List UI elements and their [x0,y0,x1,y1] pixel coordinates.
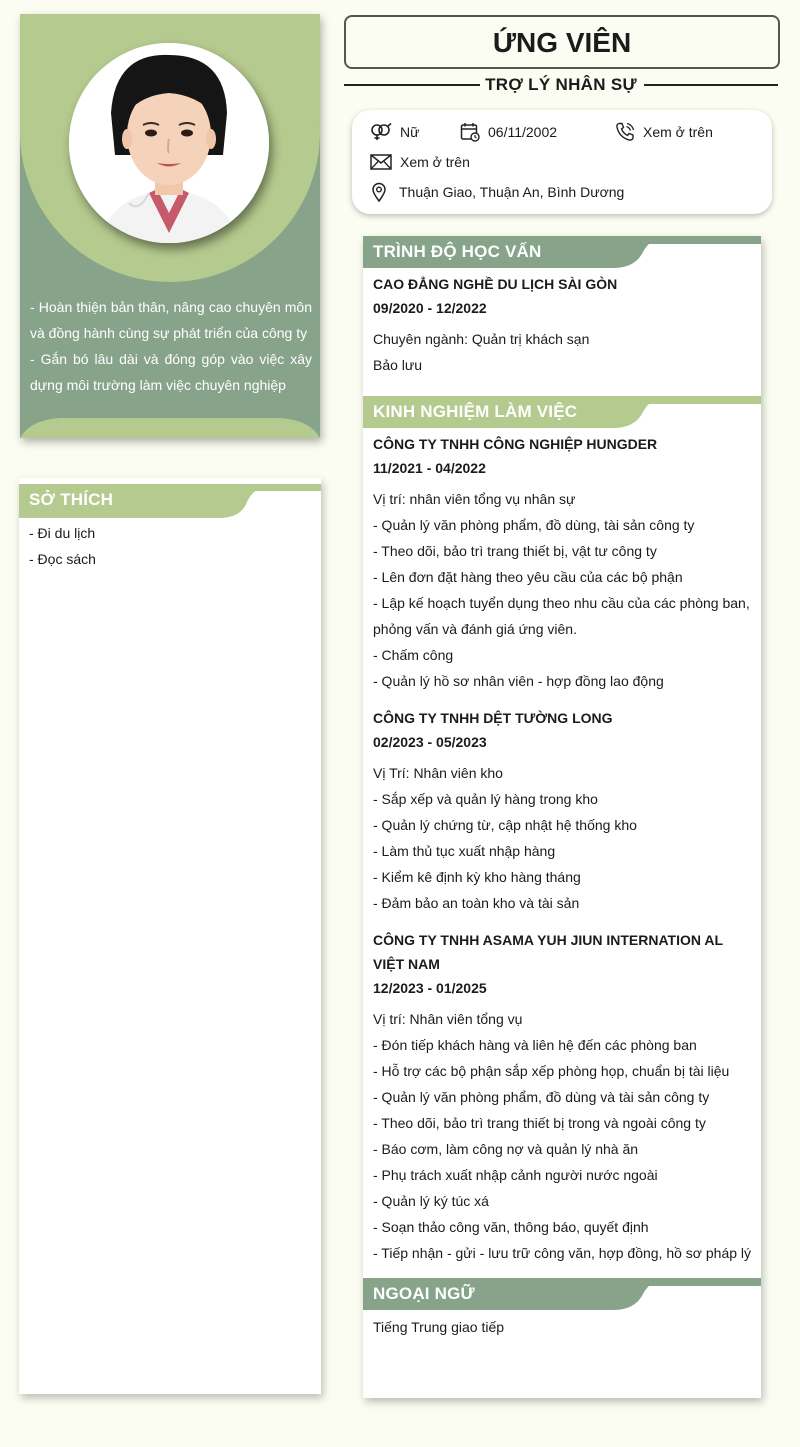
company-name: CÔNG TY TNHH DỆT TƯỜNG LONG [373,710,613,726]
list-item: - Đi du lịch [29,525,96,541]
company-name: CÔNG TY TNHH CÔNG NGHIỆP HUNGDER [373,436,658,452]
phone-value: Xem ở trên [643,124,713,140]
company-name: CÔNG TY TNHH ASAMA YUH JIUN INTERNATION AL VIỆT NAM [373,932,723,972]
education-entry [363,268,761,378]
education-date: 09/2020 - 12/2022 [373,300,487,316]
job-line: Vị trí: nhân viên tổng vụ nhân sự [373,491,576,507]
objective-line: - Gắn bó lâu dài và đóng góp vào việc xây dựng môi trường làm việc chuyên nghiệp [30,351,312,393]
phone-icon [615,122,635,142]
job-line: - Soạn thảo công văn, thông báo, quyết định [373,1219,649,1235]
school-name: CAO ĐẲNG NGHỀ DU LỊCH SÀI GÒN [373,276,618,292]
language-line: Tiếng Trung giao tiếp [373,1319,505,1335]
education-header [363,236,761,268]
role-row [344,74,778,96]
contact-gender [370,122,419,142]
contact-birthday [460,122,557,142]
job-line: - Quản lý hồ sơ nhân viên - hợp đồng lao động [373,673,664,689]
job-line: - Theo dõi, bảo trì trang thiết bị, vật tư công ty [373,543,657,559]
contact-box [352,110,772,214]
education-line: Bảo lưu [373,357,423,373]
job-line: - Chấm công [373,647,454,663]
experience-title: KINH NGHIỆM LÀM VIỆC [373,402,578,421]
email-value: Xem ở trên [400,154,470,170]
job-date: 12/2023 - 01/2025 [373,980,487,996]
job-line: - Quản lý văn phòng phẩm, đồ dùng và tài sản công ty [373,1089,710,1105]
birthday-value: 06/11/2002 [488,124,558,140]
job-date: 11/2021 - 04/2022 [373,460,486,476]
job-line: - Theo dõi, bảo trì trang thiết bị trong và ngoài công ty [373,1115,706,1131]
calendar-icon [460,122,480,142]
job-title: TRỢ LÝ NHÂN SỰ [485,75,637,94]
card-bottom-wave [20,416,320,438]
languages-header [363,1278,761,1310]
location-icon [371,182,391,202]
job-entry [363,916,761,1266]
hobbies-header [19,484,321,516]
profile-card [20,14,320,438]
contact-phone [615,122,713,142]
gender-value: Nữ [400,124,420,140]
languages-title: NGOẠI NGỮ [373,1284,475,1303]
career-objective [30,294,312,398]
job-date: 02/2023 - 05/2023 [373,734,487,750]
job-line: - Hỗ trợ các bộ phận sắp xếp phòng họp, chuẩn bị tài liệu [373,1063,730,1079]
job-line: - Quản lý chứng từ, cập nhật hệ thống kho [373,817,637,833]
education-line: Chuyên ngành: Quản trị khách sạn [373,331,590,347]
objective-line: - Hoàn thiện bản thân, nâng cao chuyên môn và đồng hành cùng sự phát triển của công ty [30,299,312,341]
job-line: Vị trí: Nhân viên tổng vụ [373,1011,523,1027]
job-line: - Đảm bảo an toàn kho và tài sản [373,895,580,911]
job-line: - Kiểm kê định kỳ kho hàng tháng [373,869,581,885]
candidate-name: ỨNG VIÊN [344,15,780,69]
job-line: - Phụ trách xuất nhập cảnh người nước ngoài [373,1167,658,1183]
job-line: - Lập kế hoạch tuyển dụng theo nhu cầu của các phòng ban, phỏng vấn và đánh giá ứng viên. [373,595,750,637]
job-line: - Tiếp nhận - gửi - lưu trữ công văn, hợp đồng, hồ sơ pháp lý [373,1245,752,1261]
avatar-photo [69,43,269,243]
contact-email [370,152,470,172]
gender-icon [370,123,392,141]
job-line: - Báo cơm, làm công nợ và quản lý nhà ăn [373,1141,639,1157]
job-line: - Lên đơn đặt hàng theo yêu cầu của các bộ phận [373,569,683,585]
job-line: - Làm thủ tục xuất nhập hàng [373,843,556,859]
list-item: - Đọc sách [29,551,96,567]
job-entry [363,694,761,916]
mail-icon [370,154,392,170]
job-line: Vị Trí: Nhân viên kho [373,765,503,781]
languages-entry [363,1310,761,1340]
job-line: - Quản lý văn phòng phẩm, đồ dùng, tài sản công ty [373,517,695,533]
main-panel [363,236,761,1398]
hobbies-list [19,516,321,576]
job-entry [363,428,761,694]
experience-header [363,396,761,428]
address-value: Thuận Giao, Thuận An, Bình Dương [399,184,625,200]
hobbies-panel [19,478,321,1394]
job-line: - Sắp xếp và quản lý hàng trong kho [373,791,598,807]
job-line: - Đón tiếp khách hàng và liên hệ đến các phòng ban [373,1037,697,1053]
job-line: - Quản lý ký túc xá [373,1193,489,1209]
education-title: TRÌNH ĐỘ HỌC VẤN [373,242,542,261]
hobbies-title: SỞ THÍCH [29,490,114,509]
contact-address [371,182,624,202]
